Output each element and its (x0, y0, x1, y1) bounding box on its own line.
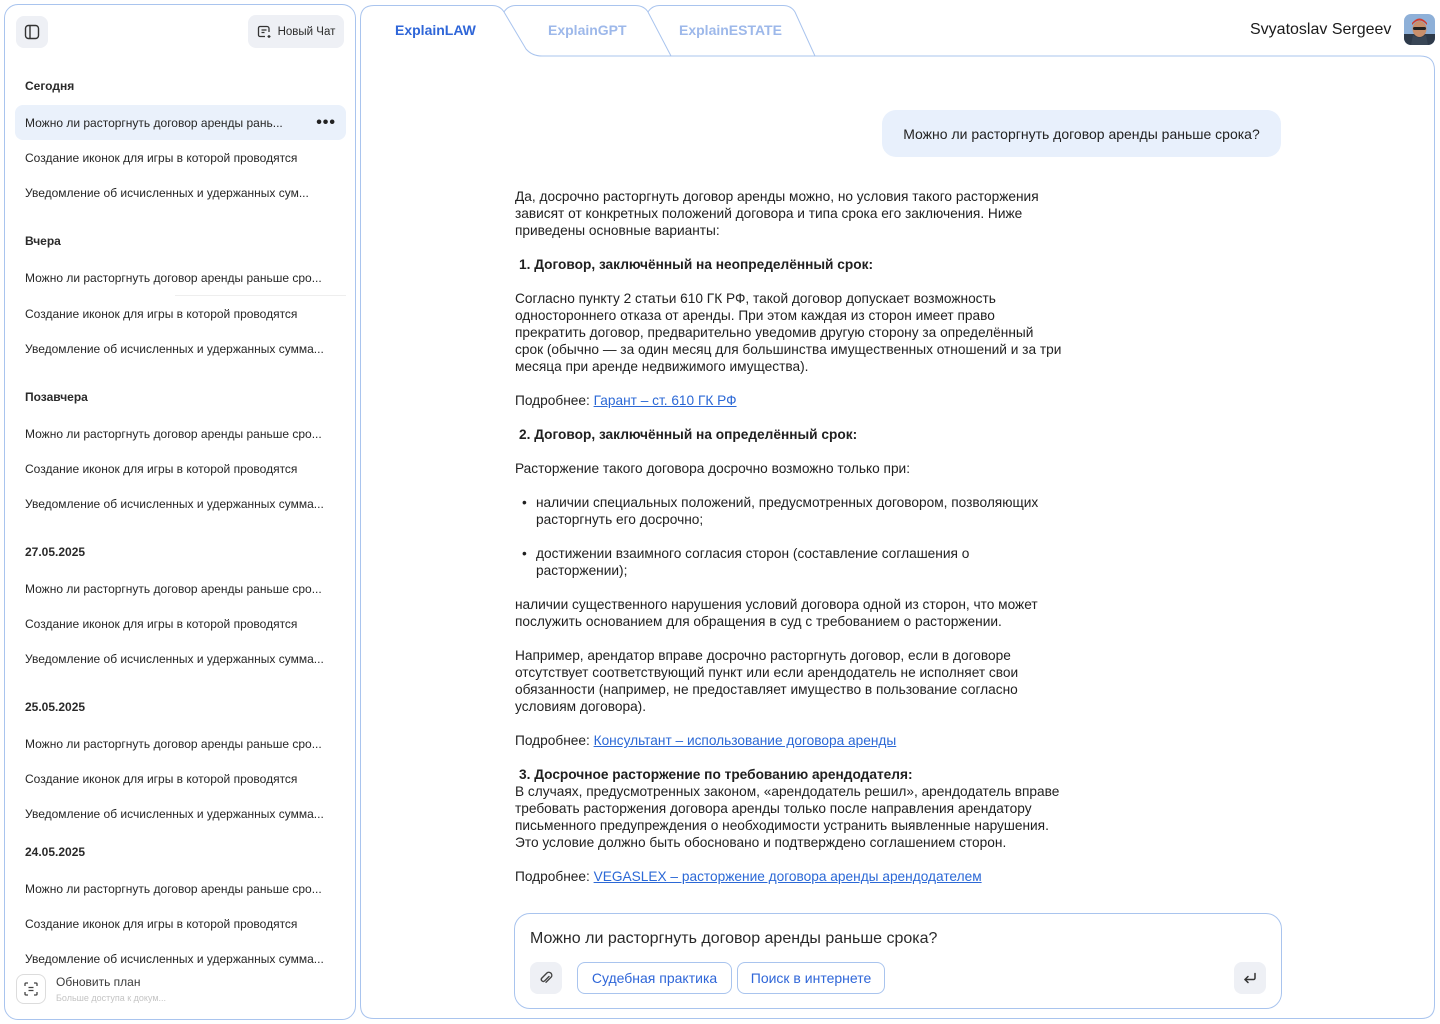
chat-history-item[interactable] (15, 606, 346, 641)
answer-line: Например, арендатор вправе досрочно расторгнуть договор, если в договоре (515, 648, 1011, 663)
chat-history-item[interactable] (15, 175, 346, 210)
new-chat-icon (257, 24, 273, 40)
chat-history-item[interactable] (15, 296, 346, 331)
chat-history-item-label: Уведомление об исчисленных и удержанных сумма... (25, 951, 324, 966)
spacer (515, 273, 1125, 290)
chat-history-item-label: Можно ли расторгнуть договор аренды раньше сро... (25, 881, 322, 896)
answer-line: требовать расторжения договора аренды только после направления арендатору (515, 801, 1032, 816)
chat-history-item[interactable] (15, 871, 346, 906)
history-group-title: 27.05.2025 (25, 545, 86, 559)
scan-icon (16, 974, 46, 1004)
chat-history-item[interactable] (15, 416, 346, 451)
more-label: Подробнее: (515, 733, 594, 748)
spacer (515, 477, 1125, 494)
product-tabs (360, 4, 820, 56)
spacer (515, 630, 1125, 647)
answer-bullet-list (515, 494, 1125, 579)
tab-explainestate[interactable]: ExplainESTATE (679, 22, 782, 38)
spacer (15, 676, 346, 688)
new-chat-label: Новый Чат (277, 25, 336, 38)
answer-line: Это условие должно быть обосновано и подтверждено соглашением сторон. (515, 835, 1007, 850)
user-message-bubble (882, 110, 1281, 157)
answer-heading: 3. Досрочное расторжение по требованию арендодателя: (519, 767, 913, 782)
answer-line: В случаях, предусмотренных законом, «арендодатель решил», арендодатель вправе (515, 784, 1060, 799)
enter-icon (1242, 970, 1258, 986)
user-message-text: Можно ли расторгнуть договор аренды раньше срока? (903, 125, 1260, 142)
chat-history-item[interactable] (15, 486, 346, 521)
chat-history-item-label: Можно ли расторгнуть договор аренды рань... (25, 115, 283, 130)
answer-heading: 2. Договор, заключённый на определённый срок: (519, 427, 858, 442)
answer-line: условиям договора). (515, 699, 647, 714)
answer-line: Согласно пункту 2 статьи 610 ГК РФ, такой договор допускает возможность (515, 291, 996, 306)
answer-line: приведены основные варианты: (515, 223, 720, 238)
history-group-title: 24.05.2025 (25, 845, 86, 859)
answer-line: наличии существенного нарушения условий договора одной из сторон, что может (515, 597, 1038, 612)
chat-history-item[interactable] (15, 105, 346, 140)
more-label: Подробнее: (515, 869, 594, 884)
answer-line: расторжении); (536, 563, 628, 578)
answer-line: обязанности (например, не предоставляет имущество в пользование согласно (515, 682, 1018, 697)
source-link-vegaslex[interactable]: VEGASLEX – расторжение договора аренды арендодателем (593, 869, 982, 884)
spacer (15, 366, 346, 378)
send-button[interactable] (1234, 962, 1266, 994)
web-search-chip[interactable]: Поиск в интернете (737, 962, 885, 994)
chat-history-item[interactable] (15, 331, 346, 366)
spacer (515, 239, 1125, 256)
answer-line: одностороннего отказа от аренды. При этом каждая из сторон имеет право (515, 308, 995, 323)
chat-history-item[interactable] (15, 260, 346, 295)
answer-line: прекратить договор, предварительно уведомив другую сторону за определённый (515, 325, 1034, 340)
paperclip-icon (538, 970, 554, 986)
message-input[interactable]: Можно ли расторгнуть договор аренды раньше срока? (530, 930, 938, 947)
chat-history-item-label: Создание иконок для игры в которой проводятся (25, 916, 298, 931)
spacer (515, 443, 1125, 460)
tab-explaingpt[interactable]: ExplainGPT (548, 22, 627, 38)
chat-history-item[interactable] (15, 726, 346, 761)
court-practice-chip[interactable]: Судебная практика (577, 962, 732, 994)
source-link-consultant[interactable]: Консультант – использование договора аренды (593, 733, 897, 748)
tab-explainlaw[interactable]: ExplainLAW (395, 22, 476, 38)
source-link-garant[interactable]: Гарант – ст. 610 ГК РФ (593, 393, 737, 408)
spacer (515, 579, 1125, 596)
chat-history-item-label: Можно ли расторгнуть договор аренды раньше сро... (25, 426, 322, 441)
answer-line: расторгнуть его досрочно; (536, 512, 704, 527)
answer-line: достижении взаимного согласия сторон (составление соглашения о (536, 546, 970, 561)
list-item (515, 494, 1125, 528)
chat-history-item-label: Создание иконок для игры в которой проводятся (25, 150, 298, 165)
answer-line: Да, досрочно расторгнуть договор аренды можно, но условия такого расторжения (515, 189, 1039, 204)
chat-history-item-label: Уведомление об исчисленных и удержанных сумма... (25, 806, 324, 821)
chat-history-item-label: Можно ли расторгнуть договор аренды раньше сро... (25, 736, 322, 751)
answer-line: послужить основанием для обращения в суд с требованием о расторжении. (515, 614, 1002, 629)
sidebar (4, 4, 356, 1020)
answer-line: отсутствует соответствующий пункт или если арендодатель не исполняет свои (515, 665, 1019, 680)
answer-line: наличии специальных положений, предусмотренных договором, позволяющих (536, 495, 1039, 510)
chat-history-item[interactable] (15, 761, 346, 796)
history-group-title: 25.05.2025 (25, 700, 86, 714)
chat-history-item-label: Можно ли расторгнуть договор аренды раньше сро... (25, 270, 322, 285)
answer-line: месяца при аренде недвижимого имущества). (515, 359, 809, 374)
spacer (15, 521, 346, 533)
chat-history-item[interactable] (15, 451, 346, 486)
spacer (515, 749, 1125, 766)
spacer (515, 375, 1125, 392)
source-line (515, 732, 1125, 749)
chat-history-item-label: Создание иконок для игры в которой проводятся (25, 461, 298, 476)
more-options-icon[interactable]: ••• (316, 113, 336, 131)
history-group-title: Позавчера (25, 390, 88, 404)
answer-line: Расторжение такого договора досрочно возможно только при: (515, 461, 911, 476)
answer-line: срок (обычно — за один месяц для большинства имущественных отношений и за три (515, 342, 1062, 357)
assistant-answer (515, 188, 1125, 885)
more-label: Подробнее: (515, 393, 594, 408)
chat-history-item-label: Создание иконок для игры в которой проводятся (25, 616, 298, 631)
source-line (515, 868, 1125, 885)
new-chat-button[interactable] (248, 15, 344, 48)
chat-history-item[interactable] (15, 140, 346, 175)
answer-line: зависят от конкретных положений договора и типа срока его заключения. Ниже (515, 206, 1023, 221)
spacer (515, 851, 1125, 868)
spacer (15, 210, 346, 222)
user-name[interactable]: Svyatoslav Sergeev (1250, 21, 1392, 38)
chat-history-item-label: Можно ли расторгнуть договор аренды раньше сро... (25, 581, 322, 596)
list-item (515, 545, 1125, 579)
upgrade-plan-title: Обновить план (56, 975, 141, 989)
history-group-title: Сегодня (25, 79, 75, 93)
chat-history-item[interactable] (15, 641, 346, 676)
avatar[interactable] (1404, 14, 1435, 45)
upgrade-plan-subtitle: Больше доступа к докум... (56, 993, 167, 1003)
history-group-title: Вчера (25, 234, 61, 248)
chat-history-item-label: Уведомление об исчисленных и удержанных сум... (25, 185, 309, 200)
upgrade-plan-button[interactable] (16, 969, 336, 1009)
answer-line: письменного предупреждения о необходимости устранить выявленные нарушения. (515, 818, 1049, 833)
chat-history-item[interactable] (15, 906, 346, 941)
message-composer[interactable] (514, 913, 1282, 1009)
source-line (515, 392, 1125, 409)
chat-history-item[interactable] (15, 571, 346, 606)
chat-history-item[interactable] (15, 796, 346, 831)
chat-history-list (15, 67, 346, 976)
answer-heading: 1. Договор, заключённый на неопределённый срок: (519, 257, 874, 272)
chat-history-item-label: Уведомление об исчисленных и удержанных сумма... (25, 651, 324, 666)
chat-history-item-label: Создание иконок для игры в которой проводятся (25, 306, 298, 321)
spacer (515, 715, 1125, 732)
chat-history-item-label: Уведомление об исчисленных и удержанных сумма... (25, 496, 324, 511)
chat-history-item-label: Уведомление об исчисленных и удержанных сумма... (25, 341, 324, 356)
chat-history-item-label: Создание иконок для игры в которой проводятся (25, 771, 298, 786)
attach-button[interactable] (530, 962, 562, 994)
sidebar-toggle-icon (24, 24, 40, 40)
spacer (515, 409, 1125, 426)
sidebar-toggle-button[interactable] (16, 16, 48, 48)
